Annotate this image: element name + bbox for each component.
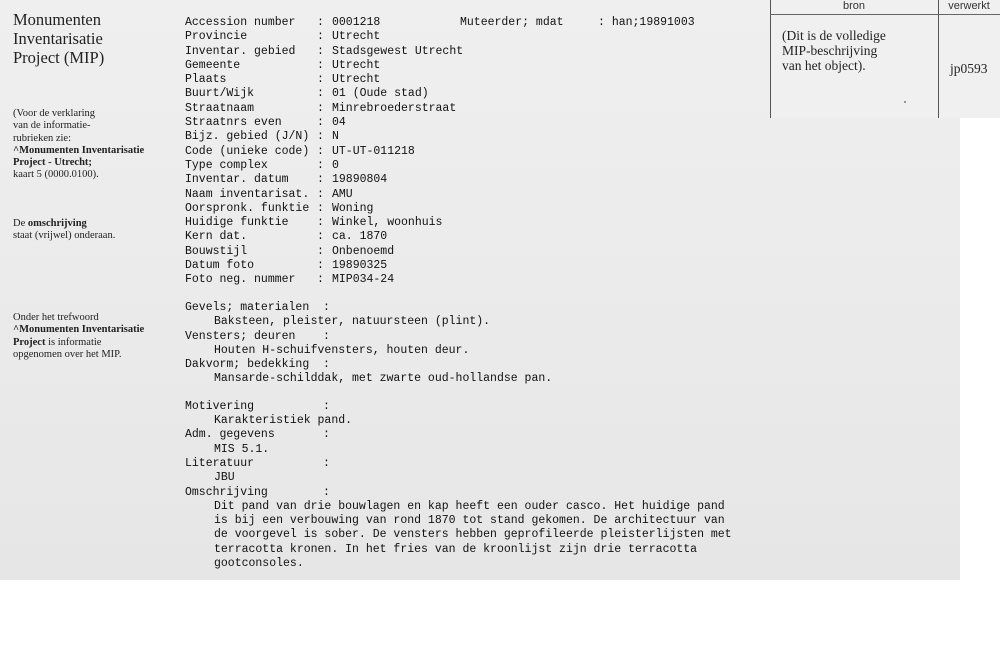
section-text: Dit pand van drie bouwlagen en kap heeft een ouder casco. Het huidige pand [214,499,725,513]
section-gap [185,387,775,400]
field-value: 0 [332,158,339,172]
description-note [13,218,168,243]
speck [904,101,906,103]
section-header [185,358,775,372]
field-separator: : [317,244,324,258]
note-line: staat (vrijwel) onderaan. [13,230,116,242]
section-label: Motivering [185,399,255,413]
field-row [185,273,463,287]
field-value: Woning [332,201,374,215]
field-separator: : [323,358,330,372]
field-label: Bijz. gebied (J/N) [185,130,310,144]
field-label: Type complex [185,158,268,172]
field-separator: : [323,485,330,499]
section-header [185,330,775,344]
field-row [185,216,463,230]
field-separator: : [317,101,324,115]
note-bold-line: ^Monumenten Inventarisatie [13,324,145,336]
field-value: ca. 1870 [332,230,388,244]
section-text: MIS 5.1. [214,442,270,456]
field-value: 19890325 [332,259,388,273]
section-text: Karakteristiek pand. [214,414,353,428]
note-line: opgenomen over het MIP. [13,348,122,360]
field-label: Kern dat. [185,230,248,244]
section-text: Mansarde-schilddak, met zwarte oud-hollandse pan. [214,372,553,386]
mutator-label: Muteerder; mdat [460,16,564,29]
title-line: Monumenten [13,10,101,29]
field-row [185,159,463,173]
field-row [185,145,463,159]
field-separator: : [317,187,324,201]
field-row [185,202,463,216]
field-value: AMU [332,187,353,201]
field-row [185,130,463,144]
record-fields [185,16,463,288]
field-separator: : [317,58,324,72]
field-separator: : [317,144,324,158]
field-separator: : [317,259,324,273]
section-label: Omschrijving [185,485,268,499]
field-value: Minrebroederstraat [332,101,457,115]
field-value: MIP034-24 [332,273,395,287]
field-value: 19890804 [332,173,388,187]
field-label: Code (unieke code) [185,144,310,158]
field-separator: : [317,130,324,144]
note-line: rubrieken zie: [13,132,72,144]
note-bold-line: ^Monumenten Inventarisatie [13,144,145,156]
field-separator: : [317,30,324,44]
source-note-line: van het object). [782,58,866,73]
field-separator: : [323,301,330,314]
field-row [185,173,463,187]
section-text: de voorgevel is sober. De vensters hebben geprofileerde pleisterlijsten met [214,528,732,542]
mutator-field [460,16,695,30]
field-label: Huidige funktie [185,216,289,230]
note-line: van de informatie- [13,120,91,132]
field-label: Straatnaam [185,101,255,115]
field-value: 04 [332,116,346,130]
note-text: De [13,218,28,229]
page-title [13,10,163,67]
field-label: Straatnrs even [185,116,282,130]
field-separator: : [317,216,324,230]
field-separator: : [317,230,324,244]
field-label: Datum foto [185,259,255,273]
section-label: Vensters; deuren [185,329,296,343]
section-text: terracotta kronen. In het fries van de kroonlijst zijn drie terracotta [214,542,698,556]
section-label: Dakvorm; bedekking [185,358,310,372]
field-row [185,259,463,273]
note-line: (Voor de verklaring [13,108,96,119]
field-row [185,87,463,101]
note-bold-word: omschrijving [27,218,87,229]
field-row [185,59,463,73]
section-label: Gevels; materialen [185,301,310,314]
source-box-header [770,0,1000,15]
field-separator: : [323,399,330,413]
field-value: Stadsgewest Utrecht [332,44,464,58]
field-label: Naam inventarisat. [185,187,310,201]
field-value: N [332,130,339,144]
field-value: Utrecht [332,58,381,72]
field-label: Gemeente [185,58,241,72]
field-value: 01 (Oude stad) [332,87,429,101]
record-sections [185,301,775,571]
field-label: Accession number [185,16,296,29]
source-note [782,28,932,73]
section-header [185,301,775,315]
title-line: Inventarisatie [13,29,103,48]
field-label: Plaats [185,73,227,87]
keyword-note [13,312,168,361]
field-row [185,16,463,30]
field-separator: : [317,44,324,58]
field-label: Provincie [185,30,248,44]
field-value: Utrecht [332,30,381,44]
field-row [185,245,463,259]
section-header [185,457,775,471]
field-label: Oorspronk. funktie [185,201,310,215]
field-separator: : [598,16,605,29]
field-separator: : [317,73,324,87]
section-text: is bij een verbouwing van rond 1870 tot stand gekomen. De architectuur van [214,514,725,528]
field-row [185,116,463,130]
field-label: Foto neg. nummer [185,273,296,287]
note-bold-word: Project [13,336,46,348]
section-text: Houten H-schuifvensters, houten deur. [214,343,470,357]
field-separator: : [317,173,324,187]
field-separator: : [317,116,324,130]
field-value: 0001218 [332,16,381,29]
section-label: Literatuur [185,456,255,470]
field-separator: : [323,329,330,343]
header-verwerkt: verwerkt [948,0,990,12]
field-separator: : [317,273,324,287]
field-separator: : [317,158,324,172]
field-value: Winkel, woonhuis [332,216,443,230]
field-row [185,102,463,116]
note-text: is informatie [45,336,102,348]
explanation-note [13,108,168,182]
section-label: Adm. gegevens [185,428,275,442]
field-label: Inventar. gebied [185,44,296,58]
field-label: Inventar. datum [185,173,289,187]
field-separator: : [317,201,324,215]
note-line: kaart 5 (0000.0100). [13,169,99,181]
section-header [185,400,775,414]
field-value: Onbenoemd [332,244,395,258]
section-header [185,486,775,500]
header-bron: bron [842,0,866,12]
title-line: Project (MIP) [13,48,105,67]
field-separator: : [323,456,330,470]
field-row [185,30,463,44]
field-separator: : [317,87,324,101]
field-row [185,230,463,244]
field-row [185,73,463,87]
note-bold-line: Project - Utrecht; [13,157,92,169]
field-separator: : [323,428,330,442]
field-label: Buurt/Wijk [185,87,255,101]
source-note-line: (Dit is de volledige [782,28,886,43]
field-value: UT-UT-011218 [332,144,415,158]
field-row [185,188,463,202]
field-value: Utrecht [332,73,381,87]
mutator-value: han;19891003 [611,16,695,29]
section-text: JBU [214,471,235,485]
field-separator: : [317,16,324,29]
source-box-divider [938,0,939,118]
section-text: Baksteen, pleister, natuursteen (plint). [214,315,491,329]
section-header [185,428,775,442]
processed-code: jp0593 [950,61,988,76]
note-line: Onder het trefwoord [13,312,99,323]
field-row [185,45,463,59]
field-label: Bouwstijl [185,244,248,258]
section-text: gootconsoles. [214,557,304,571]
source-note-line: MIP-beschrijving [782,43,878,58]
